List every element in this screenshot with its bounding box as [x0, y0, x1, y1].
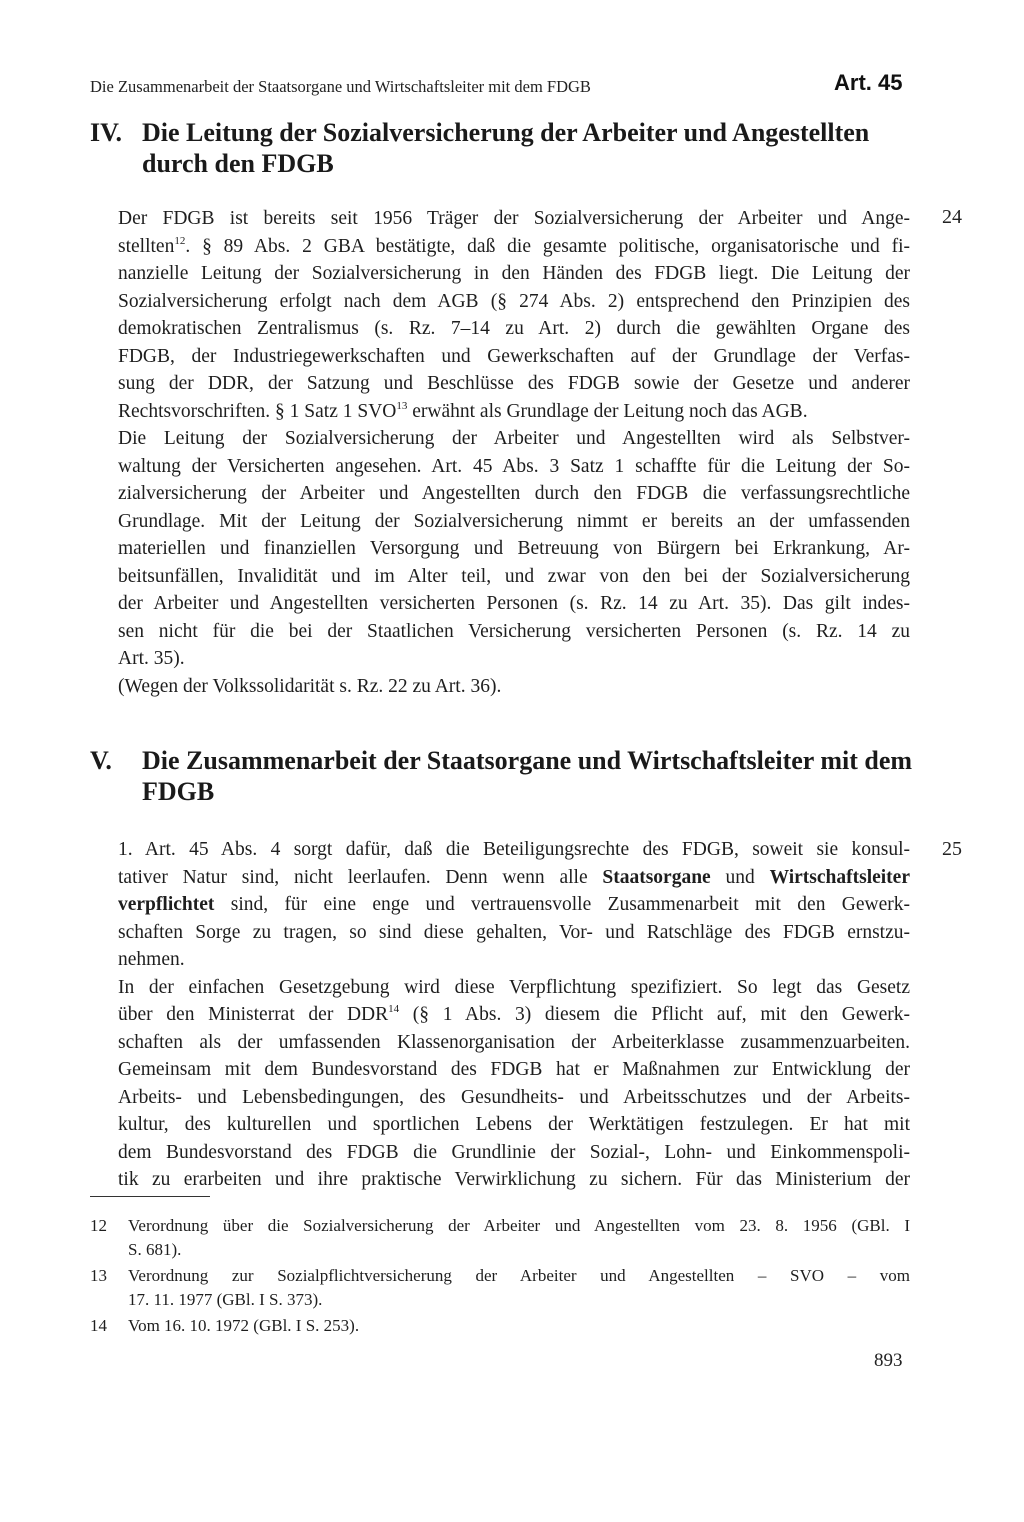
text-line: Art. 35).	[118, 648, 185, 669]
text-line: der Arbeiter und Angestellten versicherten Personen (s. Rz. 14 zu Art. 35). Das gilt indes-	[118, 593, 910, 614]
text-line: nehmen.	[118, 949, 185, 970]
text-line: waltung der Versicherten angesehen. Art. 45 Abs. 3 Satz 1 schaffte für die Leitung der So-	[118, 455, 910, 477]
text-line: (Wegen der Volkssolidarität s. Rz. 22 zu Art. 36).	[118, 675, 502, 697]
text-line: Sozialversicherung erfolgt nach dem AGB (§ 274 Abs. 2) entsprechend den Prinzipien des	[118, 290, 910, 312]
text-line: schaften als der umfassenden Klassenorganisation der Arbeiterklasse zusammenzuarbeiten.	[118, 1031, 910, 1053]
section-iv-body	[118, 205, 910, 700]
margin-number-25: 25	[942, 838, 962, 860]
section-v-body	[118, 836, 910, 1194]
footnote-number: 14	[90, 1316, 107, 1335]
article-label: Art. 45	[834, 70, 903, 95]
text-line	[118, 398, 910, 426]
footnote-text: 17. 11. 1977 (GBl. I S. 373).	[128, 1290, 323, 1309]
text-span: erwähnt als Grundlage der Leitung noch das AGB.	[407, 400, 808, 422]
section-heading-v	[90, 745, 920, 807]
text-line	[118, 891, 910, 919]
footnote-text: Vom 16. 10. 1972 (GBl. I S. 253).	[128, 1316, 360, 1335]
text-span: und	[710, 866, 770, 888]
text-line: sen nicht für die bei der Staatlichen Versicherung versicherten Personen (s. Rz. 14 zu	[118, 620, 910, 642]
text-line	[118, 864, 910, 892]
footnote-text: Verordnung über die Sozialversicherung der Arbeiter und Angestellten vom 23. 8. 1956 (GBl. I	[128, 1216, 910, 1235]
text-span: stellten	[118, 235, 175, 257]
text-line: nanzielle Leitung der Sozialversicherung in den Händen des FDGB liegt. Die Leitung der	[118, 263, 910, 284]
text-line: sung der DDR, der Satzung und Beschlüsse des FDGB sowie der Gesetze und anderer	[118, 373, 910, 394]
text-line: Gemeinsam mit dem Bundesvorstand des FDGB hat er Maßnahmen zur Entwicklung der	[118, 1059, 910, 1080]
margin-number-24: 24	[942, 206, 962, 228]
text-line: Der FDGB ist bereits seit 1956 Träger der Sozialversicherung der Arbeiter und Ange-	[118, 208, 910, 229]
footnote-number: 13	[90, 1266, 107, 1285]
text-line	[118, 233, 910, 261]
section-title-line2: FDGB	[142, 777, 215, 806]
text-span: Rechtsvorschriften. § 1 Satz 1 SVO	[118, 400, 397, 422]
footnote-number: 12	[90, 1216, 107, 1235]
text-line: In der einfachen Gesetzgebung wird diese Verpflichtung spezifiziert. So legt das Gesetz	[118, 976, 910, 998]
text-line: FDGB, der Industriegewerkschaften und Gewerkschaften auf der Grundlage der Verfas-	[118, 345, 910, 367]
text-span: über den Ministerrat der DDR	[118, 1004, 389, 1025]
text-line: beitsunfällen, Invalidität und im Alter teil, und zwar von den bei der Sozialversicherung	[118, 565, 910, 587]
footnote-ref: 13	[396, 399, 408, 412]
text-line	[118, 1001, 910, 1029]
text-line: materiellen und finanziellen Versorgung und Betreuung von Bürgern bei Erkrankung, Ar-	[118, 538, 910, 559]
bold-term: Wirtschaftsleiter	[769, 866, 910, 888]
footnote-ref: 14	[388, 1003, 400, 1015]
footnote-13	[90, 1264, 910, 1312]
footnote-14	[90, 1314, 910, 1338]
bold-term: Staatsorgane	[602, 866, 711, 888]
text-line: kultur, des kulturellen und sportlichen Lebens der Werktätigen festzulegen. Er hat mit	[118, 1114, 910, 1135]
footnote-12	[90, 1214, 910, 1262]
footnotes	[90, 1214, 910, 1340]
section-heading-iv	[90, 117, 920, 179]
footnote-rule	[90, 1196, 210, 1197]
text-line: Grundlage. Mit der Leitung der Sozialversicherung nimmt er bereits an der umfassenden	[118, 510, 910, 532]
text-line: schaften Sorge zu tragen, so sind diese gehalten, Vor- und Ratschläge des FDGB ernstzu-	[118, 921, 910, 943]
text-span: sind, für eine enge und vertrauensvolle Zusammenarbeit mit den Gewerk-	[214, 894, 910, 915]
text-line: demokratischen Zentralismus (s. Rz. 7–14 zu Art. 2) durch die gewählten Organe des	[118, 318, 910, 339]
text-span: tativer Natur sind, nicht leerlaufen. Denn wenn alle	[118, 866, 603, 888]
running-title: Die Zusammenarbeit der Staatsorgane und Wirtschaftsleiter mit dem FDGB	[90, 77, 591, 96]
page-number: 893	[874, 1350, 903, 1371]
section-title-line2: durch den FDGB	[142, 149, 334, 178]
text-line: tik zu erarbeiten und ihre praktische Verwirklichung zu sichern. Für das Ministerium der	[118, 1169, 910, 1190]
section-number: IV.	[90, 118, 123, 147]
footnote-ref: 12	[174, 234, 186, 247]
text-line: Arbeits- und Lebensbedingungen, des Gesundheits- und Arbeitsschutzes und der Arbeits-	[118, 1086, 910, 1108]
text-line: 1. Art. 45 Abs. 4 sorgt dafür, daß die Beteiligungsrechte des FDGB, soweit sie konsul-	[118, 839, 910, 860]
bold-term: verpflichtet	[118, 894, 215, 915]
text-line: Die Leitung der Sozialversicherung der Arbeiter und Angestellten wird als Selbstver-	[118, 428, 910, 449]
section-title-line1: Die Zusammenarbeit der Staatsorgane und Wirtschaftsleiter mit dem	[142, 746, 913, 775]
section-number: V.	[90, 746, 112, 775]
section-title-line1: Die Leitung der Sozialversicherung der Arbeiter und Angestellten	[142, 118, 870, 147]
footnote-text: S. 681).	[128, 1240, 182, 1259]
footnote-text: Verordnung zur Sozialpflichtversicherung der Arbeiter und Angestellten – SVO – vom	[128, 1266, 910, 1285]
text-line: dem Bundesvorstand des FDGB die Grundlinie der Sozial-, Lohn- und Einkommenspoli-	[118, 1141, 910, 1163]
text-span: (§ 1 Abs. 3) diesem die Pflicht auf, mit den Gewerk-	[399, 1004, 910, 1025]
text-span: . § 89 Abs. 2 GBA bestätigte, daß die gesamte politische, organisatorische und fi-	[185, 235, 910, 257]
text-line: zialversicherung der Arbeiter und Angestellten durch den FDGB die verfassungsrechtliche	[118, 483, 910, 504]
